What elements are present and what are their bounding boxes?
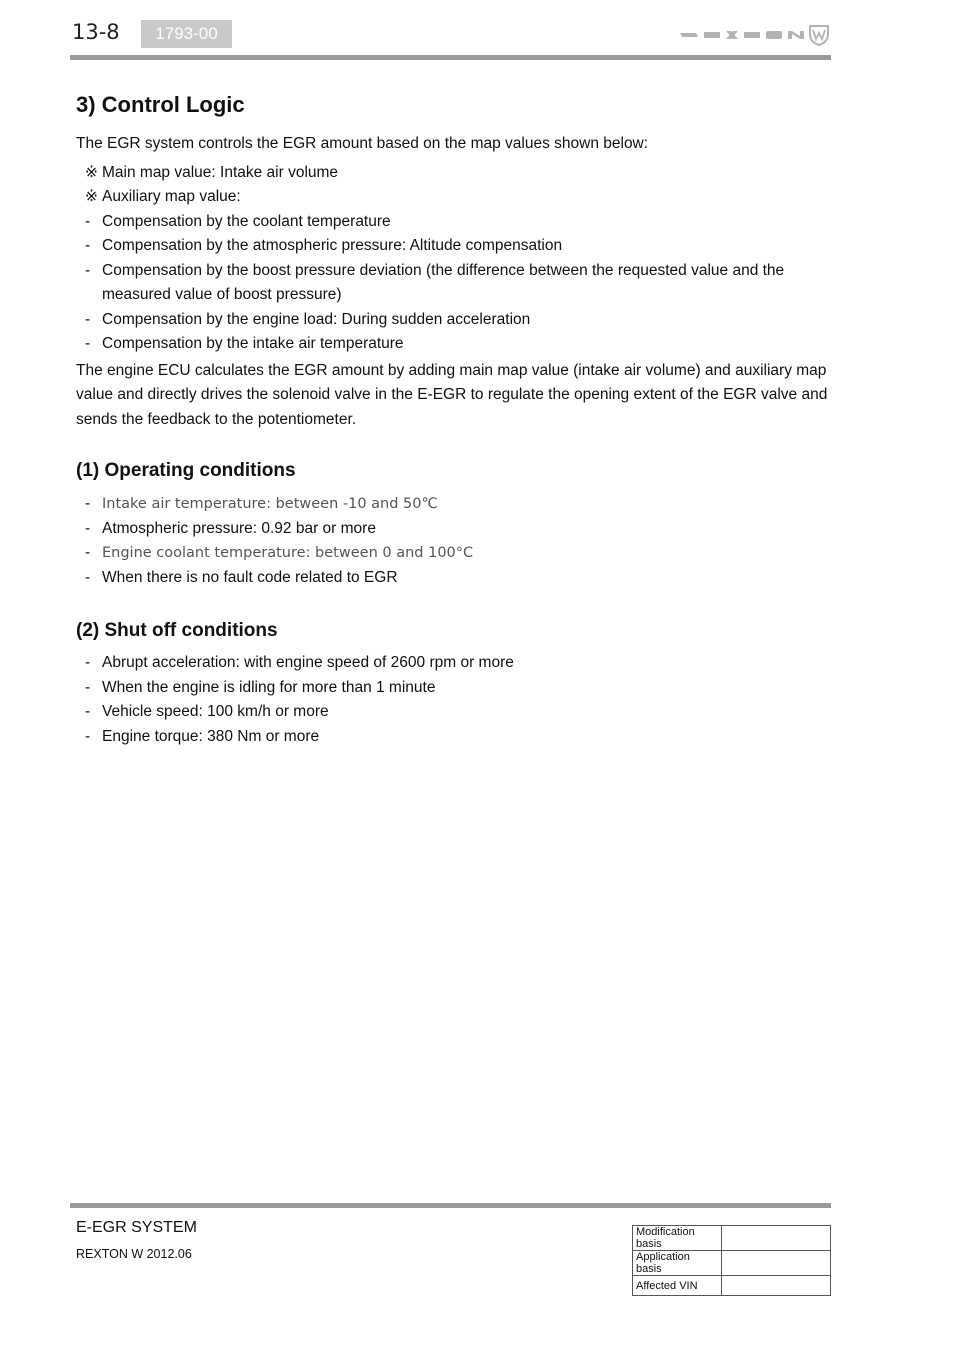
section-code-badge: 1793-00 bbox=[141, 20, 232, 48]
list-item-text: Abrupt acceleration: with engine speed of 2600 rpm or more bbox=[102, 654, 514, 671]
list-item bbox=[76, 676, 836, 701]
dash-bullet: - bbox=[85, 703, 91, 720]
dash-bullet: - bbox=[85, 654, 91, 671]
list-item bbox=[76, 259, 836, 308]
table-value bbox=[722, 1276, 831, 1296]
reference-mark-icon: ※ bbox=[85, 188, 98, 205]
list-item-text: Atmospheric pressure: 0.92 bar or more bbox=[102, 519, 376, 537]
list-item bbox=[76, 541, 836, 566]
dash-bullet: - bbox=[85, 568, 91, 586]
table-row bbox=[633, 1276, 831, 1296]
footer-title: E-EGR SYSTEM bbox=[76, 1219, 197, 1236]
section-title: 3) Control Logic bbox=[76, 92, 245, 117]
note-item bbox=[76, 185, 836, 210]
dash-bullet: - bbox=[85, 212, 91, 230]
shutoff-conditions-title: (2) Shut off conditions bbox=[76, 620, 278, 641]
list-item-text: Intake air temperature: between -10 and 50℃ bbox=[102, 496, 438, 512]
list-item-text: When the engine is idling for more than 1 minute bbox=[102, 678, 436, 696]
table-label: Affected VIN bbox=[633, 1276, 722, 1296]
list-item-text: Compensation by the engine load: During sudden acceleration bbox=[102, 310, 531, 328]
list-item-text: Engine torque: 380 Nm or more bbox=[102, 727, 320, 745]
dash-bullet: - bbox=[85, 727, 91, 745]
dash-bullet: - bbox=[85, 544, 91, 561]
note-text: Main map value: Intake air volume bbox=[102, 163, 339, 181]
list-item bbox=[76, 566, 836, 591]
rexton-logo-icon bbox=[678, 23, 830, 47]
list-item-text: When there is no fault code related to EGR bbox=[102, 568, 398, 586]
list-item bbox=[76, 725, 836, 750]
dash-bullet: - bbox=[85, 678, 91, 696]
list-item bbox=[76, 234, 836, 259]
footer-subtitle: REXTON W 2012.06 bbox=[76, 1247, 192, 1261]
list-item bbox=[76, 651, 836, 676]
list-item-text: Compensation by the intake air temperature bbox=[102, 335, 404, 352]
list-item bbox=[76, 308, 836, 333]
reference-mark-icon: ※ bbox=[85, 163, 98, 181]
modification-table bbox=[632, 1225, 831, 1296]
body-paragraph: The engine ECU calculates the EGR amount by adding main map value (intake air volume) and auxiliary map value and directly drives the solenoid valve in the E-EGR to regulate the opening extent of the EGR valve and sends the feedback to the potentiometer. bbox=[76, 361, 828, 428]
note-text: Auxiliary map value: bbox=[102, 188, 241, 205]
table-row bbox=[633, 1226, 831, 1251]
table-row bbox=[633, 1251, 831, 1276]
list-item-text: Engine coolant temperature: between 0 and 100°C bbox=[102, 545, 474, 561]
operating-conditions-title: (1) Operating conditions bbox=[76, 460, 296, 481]
dash-bullet: - bbox=[85, 495, 91, 512]
header-rule bbox=[70, 55, 831, 60]
list-item-text: Compensation by the boost pressure deviation (the difference between the requested value and the measured value of boost pressure) bbox=[102, 261, 785, 303]
table-label: Modification basis bbox=[633, 1226, 722, 1251]
note-item bbox=[76, 161, 836, 186]
dash-bullet: - bbox=[85, 519, 91, 537]
list-item bbox=[76, 332, 836, 357]
list-item-text: Compensation by the coolant temperature bbox=[102, 212, 391, 230]
dash-bullet: - bbox=[85, 237, 91, 254]
table-value bbox=[722, 1226, 831, 1251]
table-value bbox=[722, 1251, 831, 1276]
footer-rule bbox=[70, 1203, 831, 1208]
list-item bbox=[76, 517, 836, 542]
table-label: Application basis bbox=[633, 1251, 722, 1276]
page-number: 13-8 bbox=[72, 20, 120, 44]
dash-bullet: - bbox=[85, 335, 91, 352]
intro-paragraph: The EGR system controls the EGR amount based on the map values shown below: bbox=[76, 135, 649, 152]
list-item-text: Vehicle speed: 100 km/h or more bbox=[102, 703, 329, 720]
list-item-text: Compensation by the atmospheric pressure: Altitude compensation bbox=[102, 237, 563, 254]
list-item bbox=[76, 700, 836, 725]
list-item bbox=[76, 492, 836, 517]
content-area bbox=[76, 92, 836, 749]
dash-bullet: - bbox=[85, 310, 91, 328]
dash-bullet: - bbox=[85, 261, 91, 279]
list-item bbox=[76, 210, 836, 235]
